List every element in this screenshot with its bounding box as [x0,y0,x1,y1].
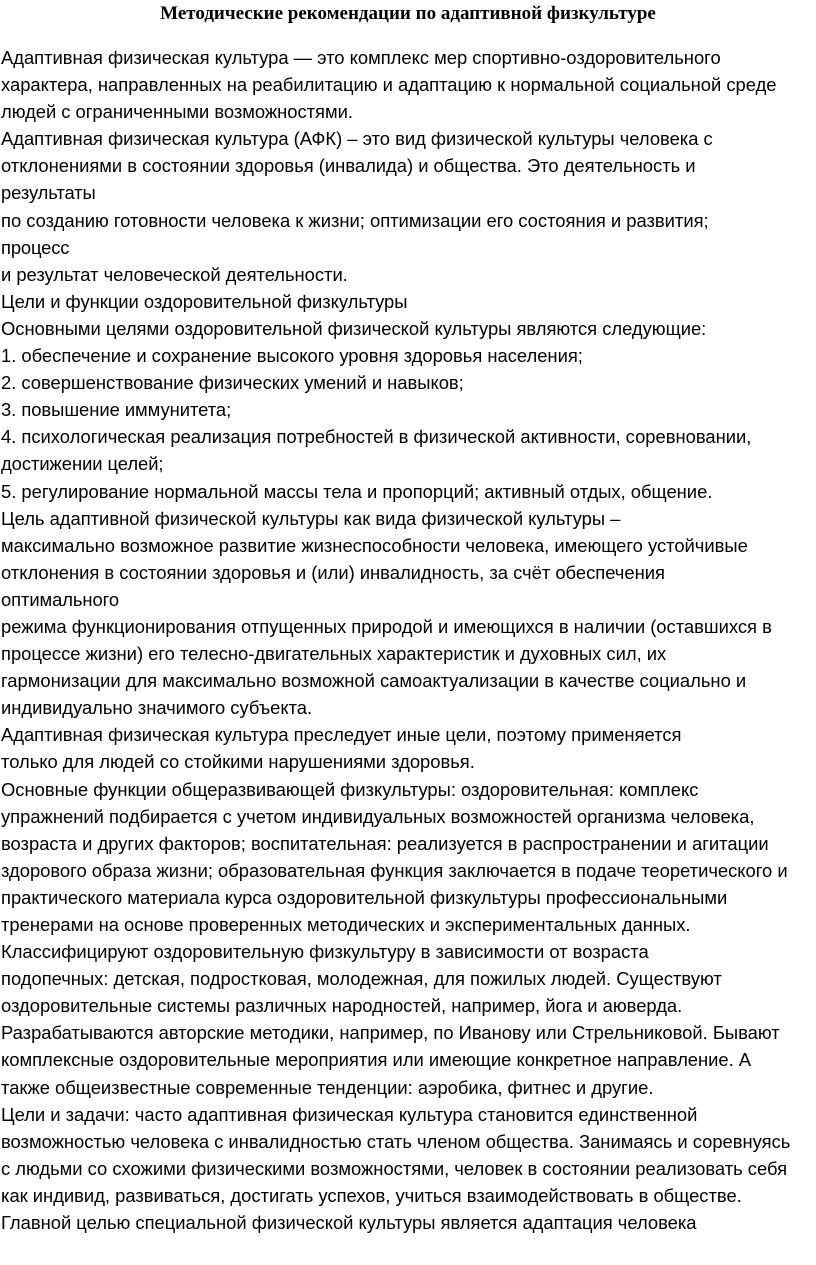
text-line: Основные функции общеразвивающей физкультуры: оздоровительная: комплекс [1,778,699,800]
text-line: Цели и задачи: часто адаптивная физическая культура становится единственной [1,1103,698,1125]
document-body [1,44,816,1236]
text-line: возможностью человека с инвалидностью стать членом общества. Занимаясь и соревнуясь [1,1130,791,1152]
text-line: оздоровительные системы различных народностей, например, йога и аюверда. [1,995,683,1017]
text-line: процессе жизни) его телесно-двигательных характеристик и духовных сил, их [1,643,667,665]
text-line: также общеизвестные современные тенденции: аэробика, фитнес и другие. [1,1076,654,1098]
text-line: Цели и функции оздоровительной физкультуры [1,290,408,312]
text-line: Цель адаптивной физической культуры как вида физической культуры – [1,507,621,529]
text-line: индивидуально значимого субъекта. [1,697,313,719]
text-line: 1. обеспечение и сохранение высокого уровня здоровья населения; [1,345,583,367]
text-line: 5. регулирование нормальной массы тела и пропорций; активный отдых, общение. [1,480,713,502]
text-line: характера, направленных на реабилитацию и адаптацию к нормальной социальной среде [1,74,777,96]
text-line: результаты [1,182,96,204]
text-line: комплексные оздоровительные мероприятия или имеющие конкретное направление. А [1,1049,752,1071]
text-line: Основными целями оздоровительной физической культуры являются следующие: [1,317,707,339]
text-line: как индивид, развиваться, достигать успехов, учиться взаимодействовать в обществе. [1,1184,742,1206]
text-line: Адаптивная физическая культура (АФК) – это вид физической культуры человека с [1,128,713,150]
text-line: упражнений подбирается с учетом индивидуальных возможностей организма человека, [1,805,755,827]
text-line: людей с ограниченными возможностями. [1,101,353,123]
text-line: практического материала курса оздоровительной физкультуры профессиональными [1,886,728,908]
text-line: оптимального [1,588,119,610]
text-line: отклонениями в состоянии здоровья (инвалида) и общества. Это деятельность и [1,155,696,177]
text-line: Разрабатываются авторские методики, например, по Иванову или Стрельниковой. Бывают [1,1022,780,1044]
text-line: подопечных: детская, подростковая, молодежная, для пожилых людей. Существуют [1,968,722,990]
text-line: Адаптивная физическая культура — это комплекс мер спортивно-оздоровительного [1,47,721,68]
text-line: Адаптивная физическая культура преследует иные цели, поэтому применяется [1,724,682,746]
text-line: процесс [1,236,70,258]
text-line: отклонения в состоянии здоровья и (или) инвалидность, за счёт обеспечения [1,561,665,583]
text-line: Главной целью специальной физической культуры является адаптация человека [1,1212,697,1234]
text-line: Классифицируют оздоровительную физкультуру в зависимости от возраста [1,941,649,963]
document-title: Методические рекомендации по адаптивной физкультуре [160,3,656,24]
text-line: максимально возможное развитие жизнеспособности человека, имеющего устойчивые [1,534,748,556]
text-line: только для людей со стойкими нарушениями здоровья. [1,751,475,773]
text-line: 3. повышение иммунитета; [1,399,232,421]
text-line: тренерами на основе проверенных методических и экспериментальных данных. [1,914,691,935]
text-line: 2. совершенствование физических умений и навыков; [1,372,464,394]
text-line: здорового образа жизни; образовательная функция заключается в подаче теоретического и [1,859,788,881]
text-line: 4. психологическая реализация потребностей в физической активности, соревновании, [1,426,752,448]
text-line: гармонизации для максимально возможной самоактуализации в качестве социально и [1,670,747,692]
text-line: и результат человеческой деятельности. [1,263,348,285]
text-line: с людьми со схожими физическими возможностями, человек в состоянии реализовать себя [1,1157,788,1179]
text-line: по созданию готовности человека к жизни; оптимизации его состояния и развития; [1,209,709,231]
text-line: достижении целей; [1,453,164,475]
text-line: режима функционирования отпущенных природой и имеющихся в наличии (оставшихся в [1,615,772,637]
text-line: возраста и других факторов; воспитательная: реализуется в распространении и агитации [1,832,769,854]
